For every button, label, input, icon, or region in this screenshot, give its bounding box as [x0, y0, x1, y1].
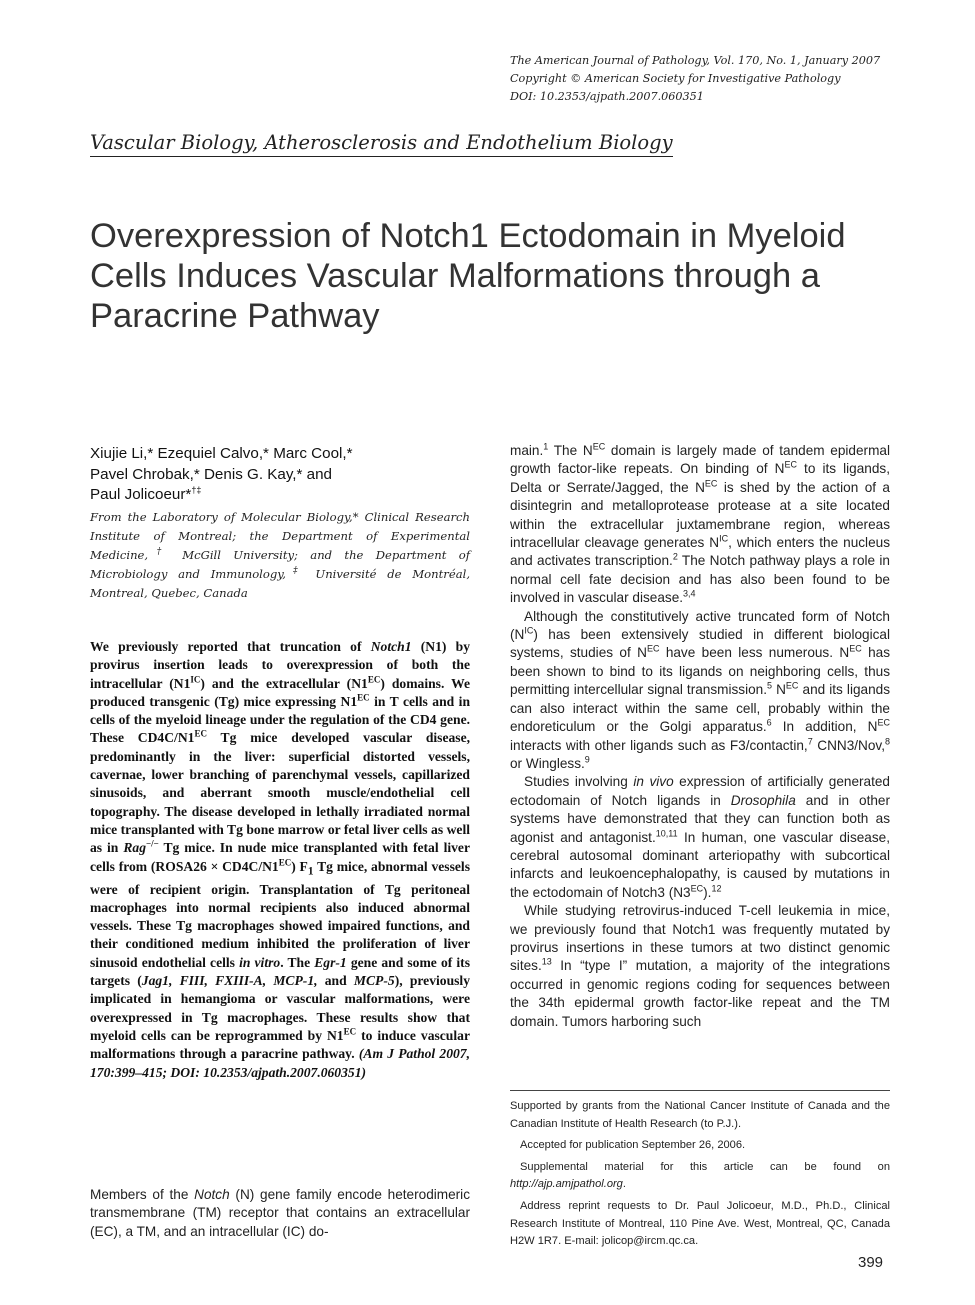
author-list: [90, 444, 490, 506]
journal-copyright: Copyright © American Society for Investigative Pathology: [510, 72, 841, 85]
abstract-text: We previously reported that truncation of Notch1 (N1) by provirus insertion leads to overexpression of both the intracellular $(N1^{IC})$ and the extracellular $(N1^{EC})$ domains. We produced transgenic (Tg) mice expressing $N1^{EC}$ in T cells and in cells of the myeloid lineage under the regulation of the CD4 gene. These $CD4C/N1^{EC}$ Tg mice developed vascular disease, predominantly in the liver: superficial distorted vessels, cavernae, lower branching of parenchymal vessels, capillarized sinusoids, and aberrant smooth muscle/endothelial cell topography. The disease developed in lethally irradiated normal mice transplanted with Tg bone marrow or fetal liver cells as well as in Rag−/− Tg mice. In nude mice transplanted with fetal liver cells from (ROSA26 × $CD4C/N1^{EC}$) $F_1$ Tg mice, abnormal vessels were of recipient origin. Transplantation of Tg peritoneal macrophages into normal recipients also induced abnormal vessels. These Tg macrophages showed impaired functions, and their conditioned medium inhibited the proliferation of liver sinusoid endothelial cells in vitro. The Egr-1 gene and some of its targets (Jag1, FIII, FXIII-A, MCP-1, and MCP-5), previously implicated in hemangioma or vascular malformations, were overexpressed in Tg macrophages. These results show that myeloid cells can be reprogrammed by $N1^{EC}$ to induce vascular malformations through a paracrine pathway. (Am J Pathol 2007, 170:399–415; DOI: 10.2353/ajpath.2007.060351): [90, 639, 471, 1080]
body-right-column: [510, 442, 890, 1031]
footnote-accepted: Accepted for publication September 26, 2006.: [520, 1139, 746, 1152]
footnotes: [510, 1098, 890, 1255]
body-paragraph: While studying retrovirus-induced T-cell leukemia in mice, we previously found that Notch1 was frequently mutated by provirus insertions in these tumors at two distinct genomic sites.$^{13}$ In “type I” mutation, a majority of the integrations occurred in genomic regions coding for sequences between the 34th epidermal growth factor-like repeat and the TM domain. Tumors harboring such: [510, 903, 890, 1029]
section-heading: Vascular Biology, Atherosclerosis and Endothelium Biology: [90, 131, 673, 157]
author-line: Paul Jolicoeur*†‡: [90, 484, 202, 503]
author-line: Pavel Chrobak,* Denis G. Kay,* and: [90, 465, 332, 483]
body-paragraph: Although the constitutively active truncated form of Notch $(N^{IC})$ has been extensively studied in different biological systems, studies of $N^{EC}$ have been less numerous. $N^{EC}$ has been shown to bind to its ligands on neighboring cells, thus permitting intercellular signal transmission.$^5$ $N^{EC}$ and its ligands can also interact within the same cell, probably within the endoreticulum or the Golgi apparatus.$^6$ In addition, $N^{EC}$ interacts with other ligands such as F3/contactin,$^7$ CNN3/Nov,$^8$ or Wingless.$^9$: [510, 608, 891, 771]
abstract: [90, 638, 470, 1082]
abstract-citation: (Am J Pathol 2007, 170:399–415; DOI: 10.2353/ajpath.2007.060351): [90, 1046, 470, 1080]
journal-header: [510, 52, 880, 106]
journal-citation: The American Journal of Pathology, Vol. 170, No. 1, January 2007: [510, 54, 881, 67]
journal-doi: DOI: 10.2353/ajpath.2007.060351: [510, 90, 704, 103]
intro-paragraph: Members of the Notch (N) gene family encode heterodimeric transmembrane (TM) receptor that contains an extracellular (EC), a TM, and an intracellular (IC) do-: [90, 1187, 470, 1239]
footnote-address: Address reprint requests to Dr. Paul Jolicoeur, M.D., Ph.D., Clinical Research Institute of Montreal, 110 Pine Ave. West, Montreal, QC, Canada H2W 1R7. E-mail: jolicop@ircm.qc.ca.: [510, 1199, 890, 1248]
page-number: 399: [858, 1254, 884, 1271]
author-line: Xiujie Li,* Ezequiel Calvo,* Marc Cool,*: [90, 445, 353, 462]
footnote-divider: [510, 1090, 890, 1091]
article-title: Overexpression of Notch1 Ectodomain in Myeloid Cells Induces Vascular Malformations through a Paracrine Pathway: [90, 217, 846, 335]
supplemental-link[interactable]: http://ajp.amjpathol.org: [510, 1178, 623, 1191]
body-paragraph: Studies involving in vivo expression of artificially generated ectodomain of Notch ligands in Drosophila and in other systems have demonstrated that they can function both as agonist and antagonist.$^{10,11}$ In human, one vascular disease, cerebral autosomal dominant arteriopathy with subcortical infarcts and leukoencephalopathy, is caused by mutations in the ectodomain of Notch3 $(N3^{EC}).^{12}$: [510, 774, 891, 900]
footnote-support: Supported by grants from the National Cancer Institute of Canada and the Canadian Institute of Health Research (to P.J.).: [510, 1100, 890, 1130]
affiliation: From the Laboratory of Molecular Biology,* Clinical Research Institute of Montreal; the Department of Experimental Medicine,† McGill University; and the Department of Microbiology and Immunology,‡ Université de Montréal, Montreal, Quebec, Canada: [90, 510, 471, 600]
footnote-supplemental: Supplemental material for this article can be found on http://ajp.amjpathol.org.: [510, 1160, 890, 1191]
body-paragraph: main.$^1$ The $N^{EC}$ domain is largely made of tandem epidermal growth factor-like repeats. On binding of $N^{EC}$ to its ligands, Delta or Serrate/Jagged, the $N^{EC}$ is shed by the action of a disintegrin and metalloprotease protease at a site located within the extracellular juxtamembrane region, whereas intracellular cleavage generates $N^{IC}$, which enters the nucleus and activates transcription.$^2$ The Notch pathway plays a role in normal cell fate decision and has also been found to be involved in vascular disease.$^{3,4}$: [510, 441, 890, 606]
